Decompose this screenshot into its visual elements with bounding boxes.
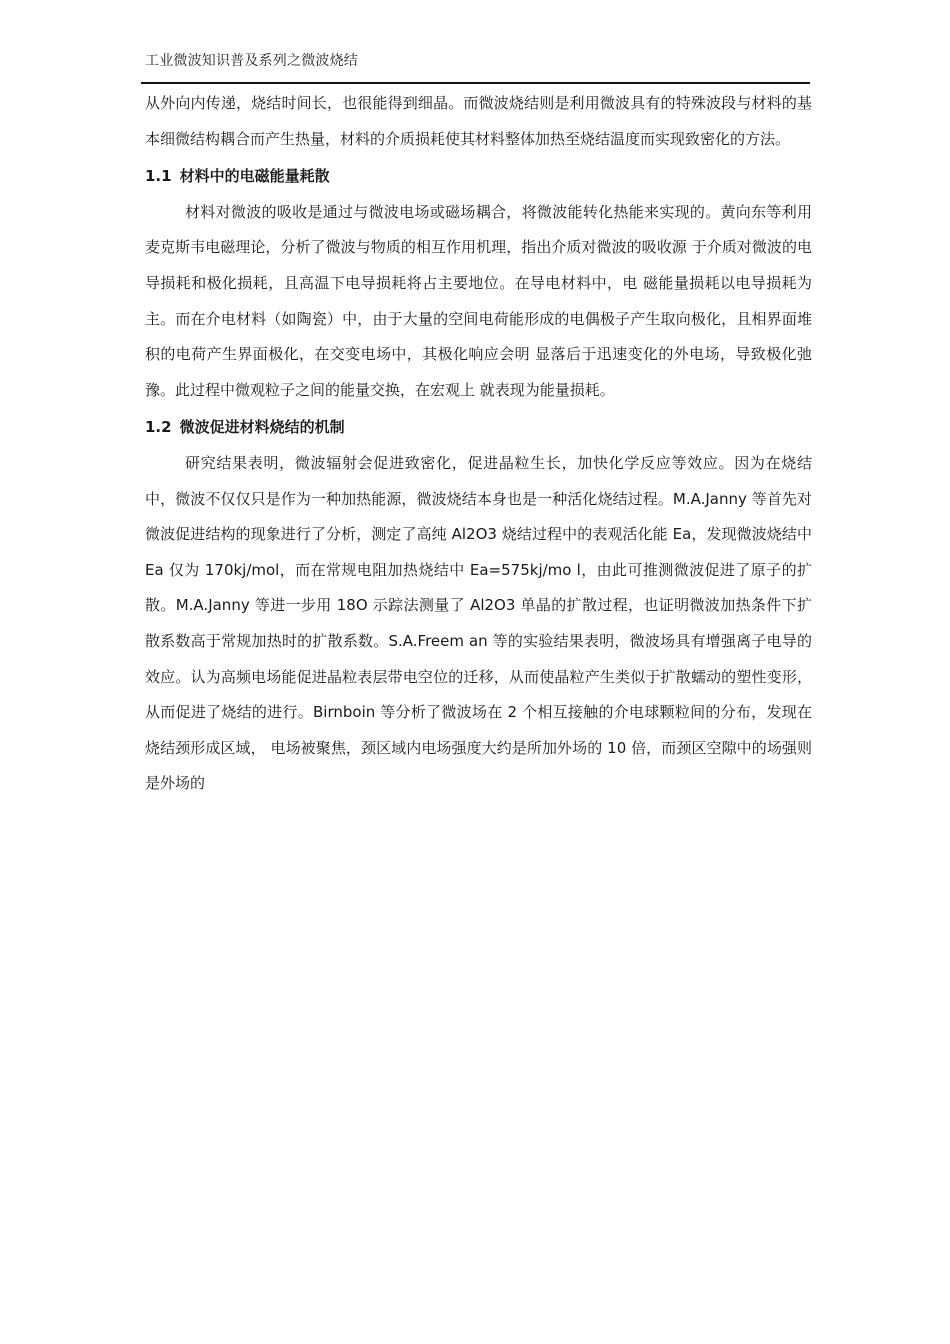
- section-heading-1-2: [145, 408, 812, 446]
- section-number: 1.1: [145, 167, 172, 186]
- section-1-2-paragraph: 研究结果表明，微波辐射会促进致密化，促进晶粒生长，加快化学反应等效应。因为在烧结中，微波不仅仅只是作为一种加热能源，微波烧结本身也是一种活化烧结过程。M.A.Janny 等首先对微波促进结构的现象进行了分析，测定了高纯 Al2O3 烧结过程中的表观活化能 Ea，发现微波烧结中 Ea 仅为 170kj/mol，而在常规电阻加热烧结中 Ea=575kj/mo l，由此可推测微波促进了原子的扩散。M.A.Janny 等进一步用 18O 示踪法测量了 Al2O3 单晶的扩散过程，也证明微波加热条件下扩散系数高于常规加热时的扩散系数。S.A.Freem an 等的实验结果表明，微波场具有增强离子电导的效应。认为高频电场能促进晶粒表层带电空位的迁移，从而使晶粒产生类似于扩散蠕动的塑性变形，从而促进了烧结的进行。Birnboin 等分析了微波场在 2 个相互接触的介电球颗粒间的分布，发现在烧结颈形成区域， 电场被聚焦，颈区域内电场强度大约是所加外场的 10 倍，而颈区空隙中的场强则是外场的: [145, 453, 812, 793]
- section-title: 材料中的电磁能量耗散: [179, 167, 330, 186]
- section-1-1-paragraph: 材料对微波的吸收是通过与微波电场或磁场耦合，将微波能转化热能来实现的。黄向东等利用麦克斯韦电磁理论，分析了微波与物质的相互作用机理，指出介质对微波的吸收源 于介质对微波的电导损耗和极化损耗，且高温下电导损耗将占主要地位。在导电材料中，电 磁能量损耗以电导损耗为主。而在介电材料（如陶瓷）中，由于大量的空间电荷能形成的电偶极子产生取向极化，且相界面堆积的电荷产生界面极化，在交变电场中，其极化响应会明 显落后于迅速变化的外电场，导致极化弛豫。此过程中微观粒子之间的能量交换，在宏观上 就表现为能量损耗。: [145, 202, 812, 399]
- document-body: [145, 86, 812, 802]
- intro-paragraph: 从外向内传递，烧结时间长，也很能得到细晶。而微波烧结则是利用微波具有的特殊波段与材料的基本细微结构耦合而产生热量，材料的介质损耗使其材料整体加热至烧结温度而实现致密化的方法。: [145, 94, 812, 148]
- section-number: 1.2: [145, 418, 172, 437]
- page-header-title: 工业微波知识普及系列之微波烧结: [145, 53, 358, 69]
- section-title: 微波促进材料烧结的机制: [179, 418, 345, 437]
- section-heading-1-1: [145, 157, 812, 195]
- header-divider: [141, 82, 810, 84]
